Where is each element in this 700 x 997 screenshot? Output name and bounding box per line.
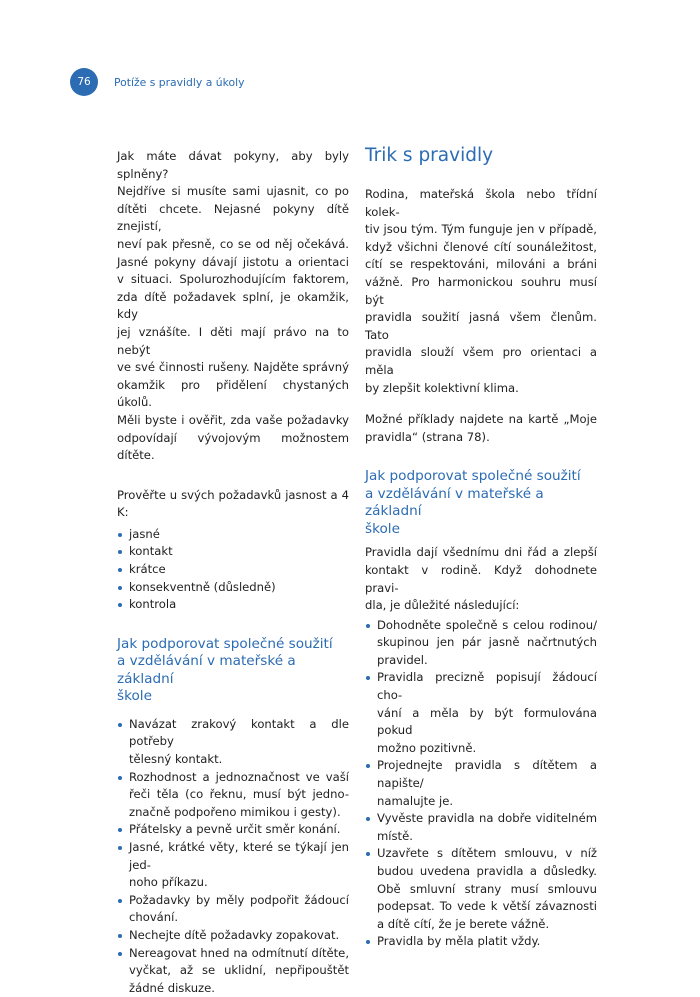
paragraph-line: pravidla soužití jasná všem členům. Tato xyxy=(365,310,597,342)
paragraph-line: neví pak přesně, co se od něj očekává. xyxy=(117,236,349,251)
paragraph-line: zda dítě požadavek splní, je okamžik, kdy xyxy=(117,289,349,322)
list-item xyxy=(365,810,597,845)
four-k-item xyxy=(117,561,349,579)
list-item-text: Rozhodnost a jednoznačnost ve vaší xyxy=(129,769,349,784)
four-k-intro: Prověřte u svých požadavků jasnost a 4 K: xyxy=(117,487,349,520)
team-paragraph xyxy=(365,186,597,397)
list-item-text: možno pozitivně. xyxy=(377,740,477,755)
bullet-icon xyxy=(118,568,122,572)
four-k-item xyxy=(117,543,349,561)
paragraph-line: Rodina, mateřská škola nebo třídní kolek- xyxy=(365,187,597,219)
list-item-text: skupinou jen pár jasně načrtnutých xyxy=(377,635,597,650)
list-item-text: tělesný kontakt. xyxy=(129,752,223,767)
paragraph-line: Pravidla dají všednímu dni řád a zlepší xyxy=(365,545,597,560)
paragraph-line: dítěti chcete. Nejasné pokyny dítě znejistí, xyxy=(117,201,349,234)
list-item-text: řeči těla (co řeknu, musí být jedno- xyxy=(129,787,349,802)
list-item-text: Dohodněte společně s celou rodinou/ xyxy=(377,617,597,632)
list-item-text: Přátelsky a pevně určit směr konání. xyxy=(129,822,341,837)
list-item-text: Pravidla precizně popisují žádoucí cho- xyxy=(377,670,597,703)
list-item-text: Uzavřete s dítětem smlouvu, v níž xyxy=(377,846,597,861)
paragraph-line: jej vznášíte. I děti mají právo na to nebýt xyxy=(117,324,349,357)
list-item-text: vyčkat, až se uklidní, nepřipouštět xyxy=(129,963,349,978)
paragraph-line: okamžik pro přidělení chystaných úkolů. xyxy=(117,377,349,410)
bullet-icon xyxy=(366,852,370,856)
left-column xyxy=(117,148,349,997)
list-item-text: Nechejte dítě požadavky zopakovat. xyxy=(129,927,340,942)
heading-line: a vzdělávání v mateřské a základní xyxy=(365,485,544,520)
list-item-text: konsekventně (důsledně) xyxy=(129,579,276,594)
bullet-icon xyxy=(118,723,122,727)
list-item xyxy=(365,757,597,810)
paragraph-line: tiv jsou tým. Tým funguje jen v případě, xyxy=(365,222,597,237)
right-column xyxy=(365,144,597,951)
bullet-icon xyxy=(118,846,122,850)
paragraph-line: dla, je důležité následující: xyxy=(365,598,520,613)
list-item-text: Projednejte pravidla s dítětem a napište/ xyxy=(377,758,597,791)
page-number: 76 xyxy=(77,76,91,88)
bullet-icon xyxy=(366,817,370,821)
list-item-text: kontakt xyxy=(129,544,173,559)
list-item-text: Požadavky by měly podpořit žádoucí xyxy=(129,892,349,907)
list-item xyxy=(117,821,349,839)
list-item-text: a dítě cítí, že je berete vážně. xyxy=(377,916,550,931)
four-k-item xyxy=(117,579,349,597)
bullet-icon xyxy=(118,550,122,554)
bullet-icon xyxy=(118,586,122,590)
list-item-text: noho příkazu. xyxy=(129,875,208,890)
paragraph-line: by zlepšit kolektivní klima. xyxy=(365,380,519,395)
heading-line: Jak podporovat společné soužití xyxy=(365,468,581,485)
list-item xyxy=(365,845,597,933)
list-item-text: kontrola xyxy=(129,597,177,612)
bullet-icon xyxy=(366,676,370,680)
bullet-icon xyxy=(118,952,122,956)
paragraph-line: Měli byste i ověřit, zda vaše požadavky xyxy=(117,412,349,427)
heading-line: Jak podporovat společné soužití xyxy=(117,635,333,652)
examples-paragraph xyxy=(365,411,597,446)
paragraph-line: pravidla“ (strana 78). xyxy=(365,429,490,444)
list-item xyxy=(365,617,597,670)
paragraph-line: ve své činnosti rušeny. Najděte správný xyxy=(117,360,349,375)
list-item xyxy=(117,716,349,769)
list-item-text: pravidel. xyxy=(377,652,428,667)
list-item-text: budou uvedena pravidla a důsledky. xyxy=(377,864,597,878)
paragraph-line: v situaci. Spolurozhodujícím faktorem, xyxy=(117,272,349,287)
bullet-icon xyxy=(118,828,122,832)
tips-list xyxy=(117,716,349,997)
page-header xyxy=(70,68,245,96)
bullet-icon xyxy=(366,940,370,944)
running-title: Potíže s pravidly a úkoly xyxy=(114,75,245,89)
bullet-icon xyxy=(366,764,370,768)
list-item-text: namalujte je. xyxy=(377,793,454,808)
list-item-text: Jasné, krátké věty, které se týkají jen jed- xyxy=(129,840,349,872)
four-k-item xyxy=(117,526,349,544)
paragraph-line: Jak máte dávat pokyny, aby byly splněny? xyxy=(117,149,349,181)
list-item-text: Navázat zrakový kontakt a dle potřeby xyxy=(129,716,349,749)
bullet-icon xyxy=(118,776,122,780)
list-item xyxy=(117,892,349,927)
four-k-item xyxy=(117,596,349,614)
list-item-text: jasné xyxy=(129,526,160,541)
list-item xyxy=(117,839,349,892)
list-item-text: vání a měla by být formulována pokud xyxy=(377,705,597,738)
list-item-text: Obě smluvní strany musí smlouvu xyxy=(377,881,597,896)
list-item-text: místě. xyxy=(377,828,413,843)
heading-line: a vzdělávání v mateřské a základní xyxy=(117,653,296,687)
list-item xyxy=(117,769,349,822)
rules-heading xyxy=(365,468,597,538)
list-item-text: Nereagovat hned na odmítnutí dítěte, xyxy=(129,945,349,960)
rules-intro-paragraph xyxy=(365,544,597,614)
list-item-text: značně podpořeno mimikou i gesty). xyxy=(129,804,341,819)
paragraph-line: vážně. Pro harmonickou souhru musí být xyxy=(365,274,597,307)
paragraph-line: odpovídají vývojovým možnostem dítěte. xyxy=(117,430,349,463)
section-heading xyxy=(117,636,349,706)
heading-line: škole xyxy=(365,520,400,537)
list-item-text: žádné diskuze. xyxy=(129,980,215,995)
paragraph-line: Možné příklady najdete na kartě „Moje xyxy=(365,412,597,427)
list-item xyxy=(117,927,349,945)
list-item-text: Vyvěste pravidla na dobře viditelném xyxy=(377,811,597,826)
four-k-list xyxy=(117,526,349,614)
bullet-icon xyxy=(118,899,122,903)
list-item xyxy=(365,933,597,951)
paragraph-line: kontakt v rodině. Když dohodnete pravi- xyxy=(365,562,597,595)
list-item-text: chování. xyxy=(129,910,179,925)
list-item-text: Pravidla by měla platit vždy. xyxy=(377,934,541,949)
list-item xyxy=(117,945,349,997)
page-number-badge xyxy=(70,68,98,96)
paragraph-line: cítí se respektováni, milováni a bráni xyxy=(365,257,597,272)
paragraph-line: pravidla slouží všem pro orientaci a měla xyxy=(365,345,597,377)
paragraph-line: Jasné pokyny dávají jistotu a orientaci xyxy=(117,254,349,269)
paragraph-line: Nejdříve si musíte sami ujasnit, co po xyxy=(117,184,349,199)
list-item xyxy=(365,669,597,757)
bullet-icon xyxy=(118,533,122,537)
bullet-icon xyxy=(118,603,122,607)
main-heading: Trik s pravidly xyxy=(365,145,494,166)
rules-list xyxy=(365,617,597,951)
bullet-icon xyxy=(118,934,122,938)
list-item-text: krátce xyxy=(129,562,166,577)
bullet-icon xyxy=(366,624,370,628)
list-item-text: podepsat. To vede k větší závaznosti xyxy=(377,899,597,914)
heading-line: škole xyxy=(117,688,152,705)
paragraph-line: když všichni členové cítí sounáležitost, xyxy=(365,239,597,254)
intro-paragraph xyxy=(117,148,349,465)
